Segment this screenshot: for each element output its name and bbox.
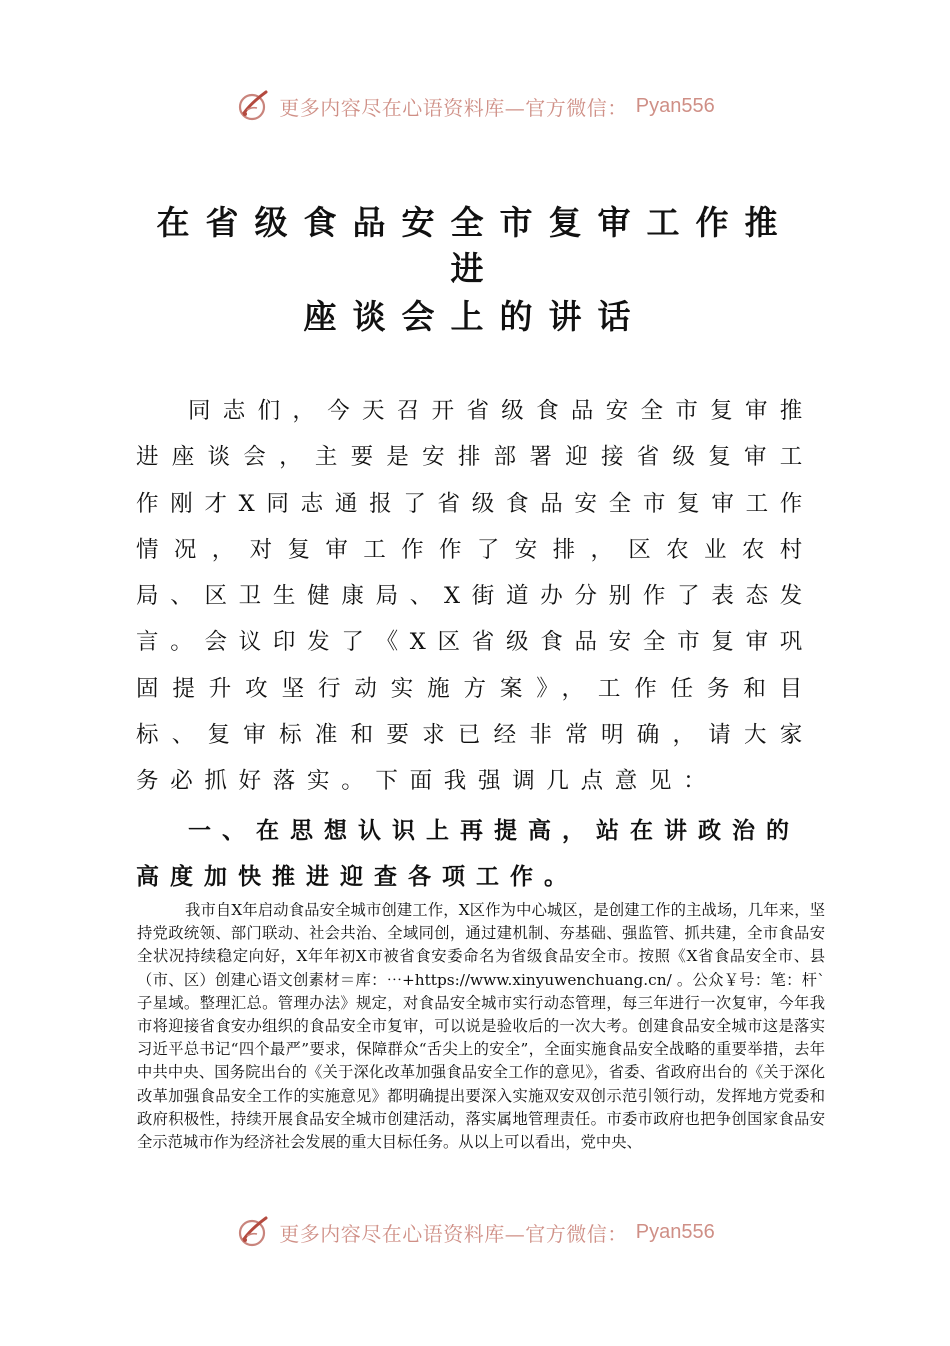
watermark-wechat-id: Pyan556	[635, 94, 715, 117]
section-body-1: 我市自X年启动食品安全城市创建工作，X区作为中心城区，是创建工作的主战场，几年来，坚持党政统领、部门联动、社会共治、全域同创，通过建机制、夯基础、强监管、抓共建，全市食品安全状况持续稳定向好，X年年初X市被省食安委命名为省级食品安全市。按照《X省食品安全市、县（市、区）创建心语文创素材＝库：⋯+https://www.xinyuwenchuang.cn/ 。公众￥号：笔：杆`子星域。整理汇总。管理办法》规定，对食品安全城市实行动态管理，每三年进行一次复审，今年我市将迎接省食安办组织的食品安全市复审，可以说是验收后的一次大考。创建食品安全城市这是落实习近平总书记“四个最严”要求，保障群众“舌尖上的安全”，全面实施食品安全战略的重要举措，去年中共中央、国务院出台的《关于深化改革加强食品安全工作的意见》，省委、省政府出台的《关于深化改革加强食品安全工作的实施意见》都明确提出要深入实施双安双创示范引领行动，发挥地方党委和政府积极性，持续开展食品安全城市创建活动，落实属地管理责任。市委市政府也把争创国家食品安全示范城市作为经济社会发展的重大目标任务。从以上可以看出，党中央、	[137, 901, 825, 1152]
watermark-text: 更多内容尽在心语资料库—官方微信：	[279, 95, 628, 120]
document-title-line1: 在省级食品安全市复审工作推进	[156, 203, 794, 288]
section-heading-1: 一、在思想认识上再提高，站在讲政治的高度加快推进迎查各项工作。	[136, 818, 800, 890]
brush-logo-icon	[235, 88, 271, 124]
watermark-wechat-id: Pyan556	[635, 1220, 715, 1243]
watermark-text: 更多内容尽在心语资料库—官方微信：	[279, 1221, 628, 1246]
document-title-line2: 座谈会上的讲话	[303, 297, 647, 336]
header-watermark	[0, 84, 950, 128]
brush-logo-icon	[235, 1214, 271, 1250]
footer-watermark	[0, 1210, 950, 1254]
intro-paragraph: 同志们，今天召开省级食品安全市复审推进座谈会，主要是安排部署迎接省级复审工作刚才X同志通报了省级食品安全市复审工作情况，对复审工作作了安排，区农业农村局、区卫生健康局、X街道办分别作了表态发言。会议印发了《X区省级食品安全市复审巩固提升攻坚行动实施方案》，工作任务和目标、复审标准和要求已经非常明确，请大家务必抓好落实。下面我强调几点意见：	[136, 398, 814, 795]
